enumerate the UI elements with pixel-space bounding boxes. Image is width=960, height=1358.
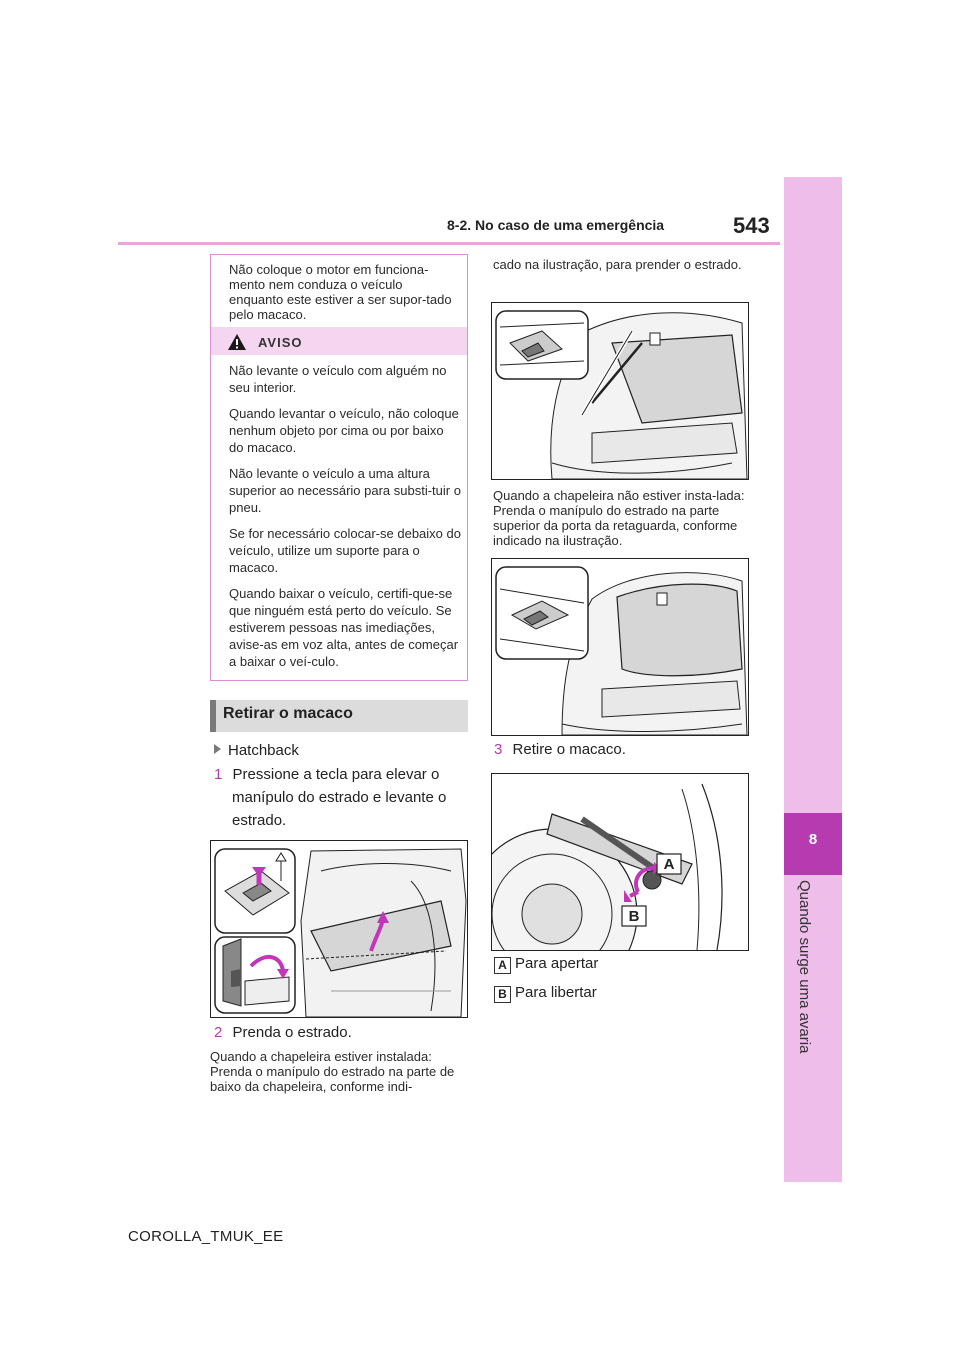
- legend-text-a: Para apertar: [515, 955, 599, 972]
- step-text: estrado.: [232, 812, 287, 829]
- step-number: 1: [214, 766, 223, 783]
- step-number: 2: [214, 1024, 223, 1041]
- figure-label-b: B: [628, 908, 640, 925]
- figure-label-a: A: [663, 856, 675, 873]
- chapter-label-wrap: [790, 880, 836, 1180]
- illustration-shelf-not-installed: [491, 558, 749, 736]
- section-heading: Retirar o macaco: [223, 705, 353, 722]
- warning-item: Se for necessário colocar-se debaixo do veículo, utilize um suporte para o macaco.: [229, 526, 461, 575]
- step-text: Prenda o estrado.: [232, 1024, 352, 1041]
- variant-label-text: Hatchback: [228, 742, 299, 759]
- illustration-remove-jack: [491, 773, 749, 951]
- legend-text-b: Para libertar: [515, 984, 597, 1001]
- footer-doc-code: COROLLA_TMUK_EE: [128, 1228, 284, 1245]
- illustration-raise-floor-board: [210, 840, 468, 1018]
- page-number: 543: [733, 213, 770, 238]
- step-number: 3: [494, 741, 503, 758]
- illustration-shelf-installed: [491, 302, 749, 480]
- step-text: manípulo do estrado e levante o: [232, 789, 447, 806]
- triangle-bullet-icon: [214, 744, 221, 754]
- note-shelf-installed-continued: cado na ilustração, para prender o estrado.: [493, 257, 742, 272]
- warning-list: [229, 362, 461, 679]
- note-shelf-not-installed: Quando a chapeleira não estiver insta-lada: Prenda o manípulo do estrado na parte superior da porta da retaguarda, conforme indicado na ilustração.: [493, 488, 745, 548]
- warning-item: Quando baixar o veículo, certifi-que-se que ninguém está perto do veículo. Se estiverem pessoas nas imediações, avise-as em voz alta, antes de começar a baixar o veí-culo.: [229, 586, 459, 669]
- warning-triangle-icon: [227, 333, 247, 351]
- step-text: Retire o macaco.: [512, 741, 626, 758]
- note-shelf-installed: Quando a chapeleira estiver instalada: Prenda o manípulo do estrado na parte de baixo da chapeleira, conforme indi-: [210, 1049, 455, 1094]
- section-header-title: 8-2. No caso de uma emergência: [447, 217, 665, 233]
- variant-label: [214, 739, 299, 762]
- warning-item: Não levante o veículo a uma altura superior ao necessário para substi-tuir o pneu.: [229, 466, 461, 515]
- step-1: [214, 763, 468, 832]
- aviso-header-bar: [211, 327, 467, 355]
- legend-row-a: [494, 955, 598, 974]
- step-2: [214, 1021, 352, 1044]
- aviso-label: AVISO: [258, 335, 303, 350]
- legend-row-b: [494, 984, 597, 1003]
- section-heading-accent: [210, 700, 216, 732]
- chapter-number: 8: [808, 831, 818, 848]
- step-text: Pressione a tecla para elevar o: [232, 766, 440, 783]
- legend-key-b: B: [494, 986, 511, 1003]
- header-rule: [118, 242, 780, 245]
- warning-item: Quando levantar o veículo, não coloque nenhum objeto por cima ou por baixo do macaco.: [229, 406, 459, 455]
- warning-item: Não levante o veículo com alguém no seu interior.: [229, 363, 447, 395]
- legend-key-a: A: [494, 957, 511, 974]
- chapter-label: Quando surge uma avaria: [796, 880, 813, 1054]
- step-3: [494, 738, 626, 761]
- warning-intro-text: Não coloque o motor em funciona-mento nem conduza o veículo enquanto este estiver a ser supor-tado pelo macaco.: [229, 262, 452, 322]
